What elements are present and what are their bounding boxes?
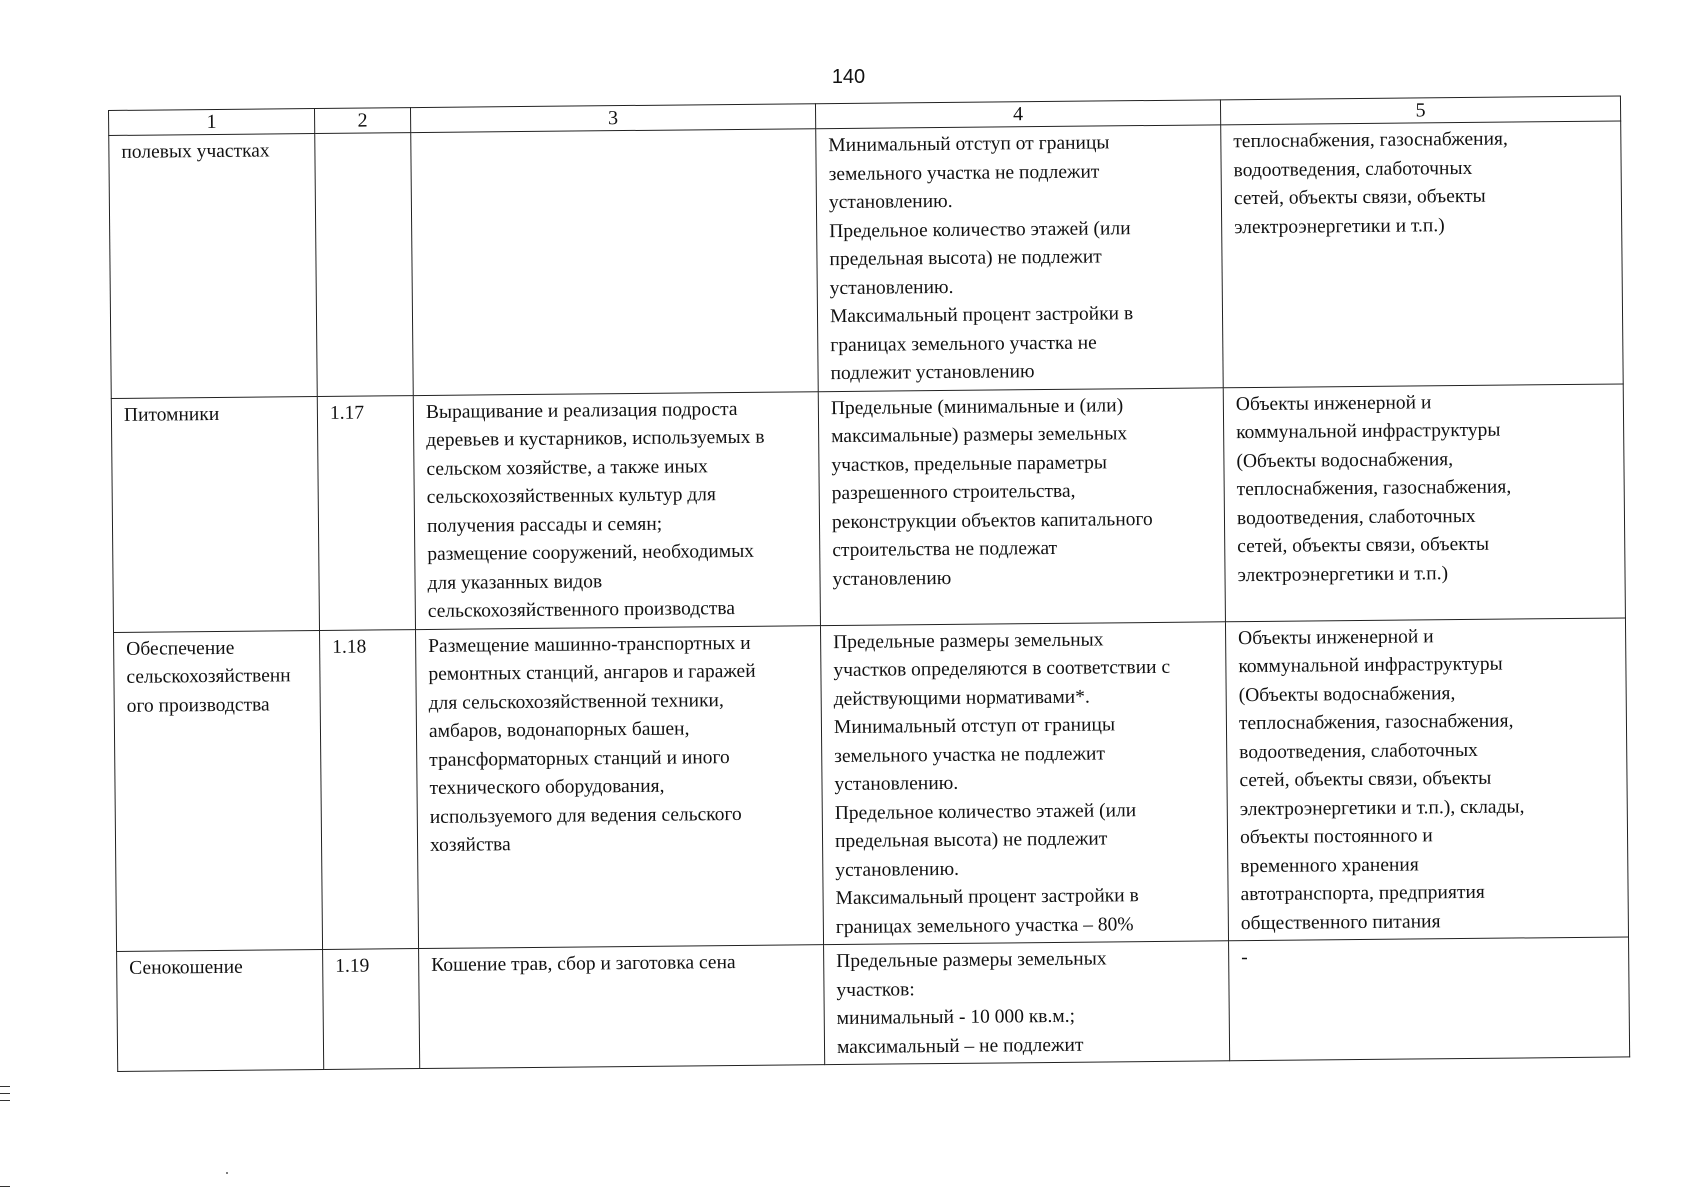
cell-text-line: участков, предельные параметры xyxy=(831,451,1108,476)
scan-margin-mark xyxy=(0,1086,10,1087)
cell-text-line: для указанных видов xyxy=(427,570,603,594)
cell-use-name xyxy=(111,396,319,632)
cell-text-line: минимальный - 10 000 кв.м.; xyxy=(836,1005,1076,1030)
header-col-2: 2 xyxy=(314,108,410,134)
cell-text-line: сетей, объекты связи, объекты xyxy=(1233,185,1486,210)
table-row xyxy=(111,383,1625,632)
cell-text-line: получения рассады и семян; xyxy=(426,513,663,537)
cell-text-line: Обеспечение xyxy=(126,637,235,660)
cell-text-line: Объекты инженерной и xyxy=(1238,625,1434,649)
cell-text-line: разрешенного строительства, xyxy=(831,480,1076,505)
cell-text-line: коммунальной инфраструктуры xyxy=(1238,653,1503,678)
cell-text-line: установлению. xyxy=(834,772,959,796)
header-col-5: 5 xyxy=(1220,96,1620,125)
cell-text-line: Предельные размеры земельных xyxy=(833,628,1104,653)
header-col-1: 1 xyxy=(109,109,315,136)
cell-text-line: (Объекты водоснабжения, xyxy=(1236,448,1454,472)
cell-text-line: сельском хозяйстве, а также иных xyxy=(426,455,708,480)
cell-text-line: реконструкции объектов капитального xyxy=(831,508,1153,533)
cell-text-line: технического оборудования, xyxy=(429,775,665,799)
cell-text-line: водоотведения, слаботочных xyxy=(1233,157,1473,181)
cell-use-name xyxy=(117,949,324,1071)
cell-text-line: Размещение машинно-транспортных и xyxy=(428,632,751,657)
land-use-table xyxy=(108,95,1630,1071)
cell-text-line: объекты постоянного и xyxy=(1239,825,1433,849)
cell-text-line: строительства не подлежат xyxy=(832,537,1058,562)
cell-text-line: установлению. xyxy=(835,858,960,881)
cell-text-line: электроэнергетики и т.п.) xyxy=(1237,562,1449,586)
cell-text-line: размещение сооружений, необходимых xyxy=(427,540,755,565)
cell-text-line: теплоснабжения, газоснабжения, xyxy=(1233,128,1508,153)
cell-text-line: Максимальный процент застройки в xyxy=(829,303,1134,328)
cell-text-line: Предельные размеры земельных xyxy=(836,948,1107,973)
cell-text-line: 1.19 xyxy=(335,955,370,977)
cell-parameters xyxy=(824,941,1230,1065)
cell-text-line: Предельные (минимальные и (или) xyxy=(830,394,1124,419)
cell-text-line: водоотведения, слаботочных xyxy=(1236,505,1476,529)
cell-text-line: максимальные) размеры земельных xyxy=(831,423,1128,448)
cell-use-description xyxy=(415,625,823,948)
cell-text-line: теплоснабжения, газоснабжения, xyxy=(1236,476,1512,501)
cell-text-line: Максимальный процент застройки в xyxy=(835,885,1139,910)
cell-text-line: сетей, объекты связи, объекты xyxy=(1237,533,1490,558)
cell-text-line: Сенокошение xyxy=(129,956,243,979)
table-row xyxy=(114,617,1629,951)
table-row xyxy=(109,121,1623,398)
cell-text-line: земельного участка не подлежит xyxy=(834,742,1106,767)
cell-auxiliary-uses xyxy=(1221,121,1624,387)
scan-margin-mark xyxy=(0,1186,10,1187)
cell-text-line: временного хранения xyxy=(1240,853,1419,877)
cell-text-line: земельного участка не подлежит xyxy=(828,160,1100,185)
cell-use-description xyxy=(411,129,819,395)
cell-text-line: участков: xyxy=(836,978,915,1001)
cell-text-line: сельскохозяйственных культур для xyxy=(426,484,717,508)
cell-auxiliary-uses xyxy=(1229,937,1630,1061)
cell-text-line: (Объекты водоснабжения, xyxy=(1238,682,1456,706)
cell-use-name xyxy=(114,630,323,951)
cell-text-line: Объекты инженерной и xyxy=(1235,391,1432,415)
cell-text-line: - xyxy=(1241,947,1248,969)
cell-text-line: сельскохозяйственного производства xyxy=(427,598,736,622)
cell-use-description xyxy=(413,391,820,629)
scan-margin-mark xyxy=(0,1100,10,1101)
table-row xyxy=(117,937,1630,1072)
cell-text-line: максимальный – не подлежит xyxy=(836,1034,1084,1058)
cell-text-line: ого производства xyxy=(126,693,270,717)
cell-auxiliary-uses xyxy=(1225,617,1628,940)
cell-text-line: полевых участках xyxy=(121,140,270,163)
cell-text-line: для сельскохозяйственной техники, xyxy=(428,689,724,714)
cell-text-line: хозяйства xyxy=(429,834,511,856)
cell-text-line: Кошение трав, сбор и заготовка сена xyxy=(431,952,736,976)
cell-text-line: электроэнергетики и т.п.), склады, xyxy=(1239,795,1525,820)
cell-text-line: электроэнергетики и т.п.) xyxy=(1234,214,1445,238)
cell-text-line: 1.18 xyxy=(332,636,367,658)
header-col-4: 4 xyxy=(815,100,1220,129)
cell-use-name xyxy=(109,134,318,398)
cell-text-line: установлению. xyxy=(829,276,954,299)
cell-parameters xyxy=(820,621,1228,944)
cell-text-line: подлежит установлению xyxy=(830,361,1035,385)
cell-text-line: коммунальной инфраструктуры xyxy=(1236,419,1501,444)
cell-text-line: Минимальный отступ от границы xyxy=(833,714,1116,739)
scan-margin-mark xyxy=(0,1093,10,1094)
cell-text-line: границах земельного участка не xyxy=(830,332,1097,356)
cell-text-line: сетей, объекты связи, объекты xyxy=(1239,767,1492,792)
cell-text-line: установлению. xyxy=(828,190,953,214)
cell-text-line: предельная высота) не подлежит xyxy=(829,246,1102,271)
cell-text-line: водоотведения, слаботочных xyxy=(1239,739,1478,763)
land-use-table-sheet xyxy=(108,95,1629,1071)
cell-text-line: общественного питания xyxy=(1240,910,1441,934)
cell-use-description xyxy=(419,945,825,1069)
cell-text-line: сельскохозяйственн xyxy=(126,665,291,688)
cell-text-line: Минимальный отступ от границы xyxy=(828,132,1110,157)
cell-parameters xyxy=(816,125,1224,391)
cell-text-line: используемого для ведения сельского xyxy=(429,803,742,828)
cell-text-line: деревьев и кустарников, используемых в xyxy=(426,426,765,451)
cell-text-line: автотранспорта, предприятия xyxy=(1240,881,1485,906)
cell-use-code xyxy=(315,133,414,396)
cell-text-line: трансформаторных станций и иного xyxy=(429,746,730,771)
cell-use-code xyxy=(320,629,419,949)
cell-text-line: Питомники xyxy=(123,403,220,426)
cell-text-line: границах земельного участка – 80% xyxy=(835,913,1134,938)
cell-text-line: действующими нормативами*. xyxy=(833,686,1090,710)
scan-speck xyxy=(226,1172,228,1174)
cell-text-line: 1.17 xyxy=(329,402,365,424)
cell-text-line: предельная высота) не подлежит xyxy=(834,828,1108,853)
cell-parameters xyxy=(818,387,1225,625)
cell-text-line: амбаров, водонапорных башен, xyxy=(428,718,690,742)
cell-text-line: теплоснабжения, газоснабжения, xyxy=(1238,710,1514,735)
cell-text-line: Выращивание и реализация подроста xyxy=(425,398,738,423)
cell-text-line: участков определяются в соответствии с xyxy=(833,656,1171,682)
cell-auxiliary-uses xyxy=(1223,383,1625,621)
cell-use-code xyxy=(317,395,415,630)
cell-use-code xyxy=(323,949,420,1070)
cell-text-line: установлению xyxy=(832,567,952,590)
cell-text-line: ремонтных станций, ангаров и гаражей xyxy=(428,660,756,685)
cell-text-line: Предельное количество этажей (или xyxy=(829,217,1131,242)
cell-text-line: Предельное количество этажей (или xyxy=(834,799,1137,824)
header-col-3: 3 xyxy=(410,104,815,133)
page-number: 140 xyxy=(831,66,866,88)
